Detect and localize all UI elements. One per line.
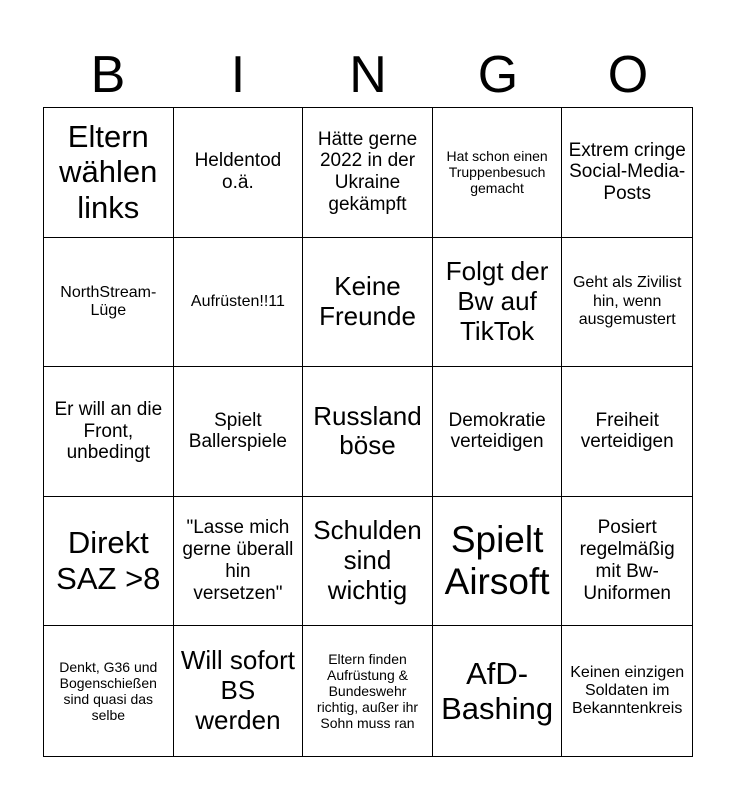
cell-text: AfD-Bashing — [441, 655, 554, 727]
bingo-cell[interactable] — [562, 108, 692, 238]
header-letter-o: O — [607, 46, 649, 104]
cell-text: Extrem cringe Social-Media-Posts — [568, 139, 686, 205]
cell-text: Spielt Airsoft — [444, 518, 550, 603]
cell-text: Keinen einzigen Soldaten im Bekanntenkreis — [570, 663, 685, 718]
bingo-cell[interactable] — [174, 626, 304, 756]
header-letter-i: I — [230, 46, 246, 104]
cell-text: Geht als Zivilist hin, wenn ausgemustert — [572, 274, 682, 329]
bingo-cell[interactable] — [562, 626, 692, 756]
bingo-cell[interactable] — [433, 108, 563, 238]
cell-text: Demokratie verteidigen — [448, 409, 546, 453]
header-letter-b: B — [90, 46, 126, 104]
cell-text: Spielt Ballerspiele — [188, 409, 287, 453]
bingo-cell[interactable] — [174, 497, 304, 627]
cell-text: Er will an die Front, unbedingt — [54, 398, 163, 464]
bingo-cell[interactable] — [174, 108, 304, 238]
bingo-cell[interactable] — [303, 238, 433, 368]
cell-text: Posiert regelmäßig mit Bw-Uniformen — [579, 517, 675, 604]
cell-text: Keine Freunde — [319, 271, 416, 331]
cell-text: Aufrüsten!!11 — [190, 292, 285, 310]
bingo-cell[interactable] — [433, 367, 563, 497]
bingo-cell[interactable] — [44, 626, 174, 756]
cell-text: Eltern finden Aufrüstung & Bundeswehr richtig, außer ihr Sohn muss ran — [316, 650, 419, 732]
bingo-cell[interactable] — [562, 367, 692, 497]
cell-text: Hätte gerne 2022 in der Ukraine gekämpft — [317, 128, 418, 216]
bingo-header — [43, 40, 693, 110]
bingo-cell[interactable] — [44, 108, 174, 238]
cell-text: Freiheit verteidigen — [580, 409, 674, 453]
bingo-cell[interactable] — [433, 497, 563, 627]
cell-text: Direkt SAZ >8 — [56, 525, 161, 597]
bingo-cell[interactable] — [303, 626, 433, 756]
bingo-cell[interactable] — [562, 497, 692, 627]
cell-text: Schulden sind wichtig — [313, 515, 422, 606]
bingo-card — [43, 107, 693, 757]
cell-text: Folgt der Bw auf TikTok — [445, 256, 549, 346]
cell-text: Russland böse — [313, 400, 422, 461]
bingo-cell[interactable] — [174, 238, 304, 368]
bingo-cell[interactable] — [303, 367, 433, 497]
cell-text: Will sofort BS werden — [180, 645, 295, 736]
bingo-cell[interactable] — [433, 238, 563, 368]
header-letter-n: N — [349, 46, 387, 104]
bingo-cell[interactable] — [433, 626, 563, 756]
cell-text: Heldentod o.ä. — [194, 150, 282, 194]
header-letter-g: G — [477, 46, 519, 104]
bingo-cell[interactable] — [303, 497, 433, 627]
cell-text: "Lasse mich gerne überall hin versetzen" — [182, 517, 294, 604]
bingo-cell[interactable] — [174, 367, 304, 497]
bingo-cell[interactable] — [44, 497, 174, 627]
bingo-cell[interactable] — [303, 108, 433, 238]
cell-text: Eltern wählen links — [59, 118, 158, 226]
bingo-cell[interactable] — [44, 367, 174, 497]
cell-text: Denkt, G36 und Bogenschießen sind quasi das selbe — [59, 659, 158, 724]
cell-text: NorthStream-Lüge — [60, 283, 157, 319]
bingo-cell[interactable] — [44, 238, 174, 368]
bingo-cell[interactable] — [562, 238, 692, 368]
cell-text: Hat schon einen Truppenbesuch gemacht — [446, 148, 548, 197]
